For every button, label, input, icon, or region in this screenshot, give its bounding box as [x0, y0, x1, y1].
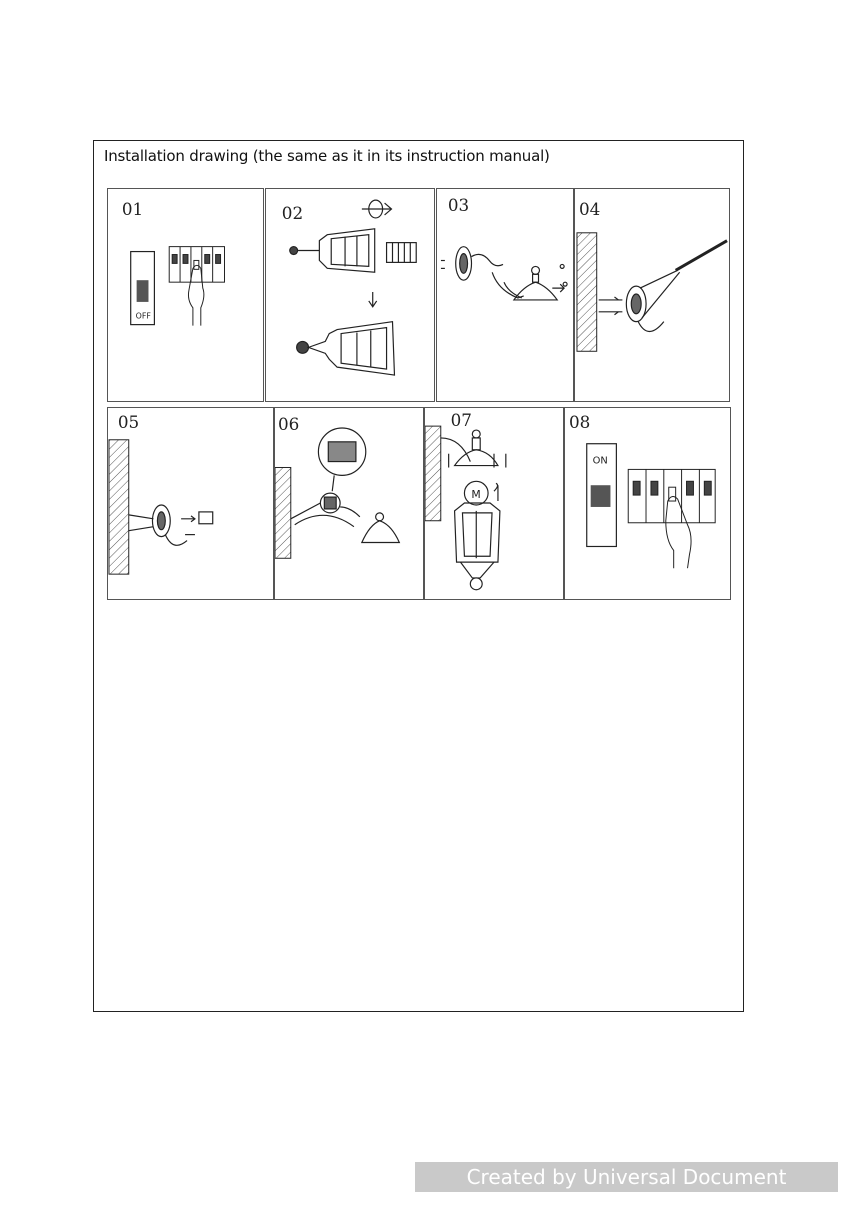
- step-06-panel: [274, 407, 424, 600]
- step-07-number: 07: [450, 410, 472, 431]
- switch-on-label: ON: [592, 455, 608, 467]
- converter-watermark: Created by Universal Document Converter: [415, 1162, 838, 1192]
- step-07-panel: [424, 407, 564, 600]
- step-01-number: 01: [121, 199, 144, 220]
- bulb-label: M: [471, 488, 481, 502]
- step-01-panel: [107, 188, 264, 402]
- step-03-number: 03: [447, 195, 470, 216]
- step-01-illustration: [108, 189, 263, 401]
- switch-off-label: OFF: [135, 311, 151, 321]
- step-05-illustration: [108, 408, 273, 599]
- step-02-illustration: [266, 189, 434, 401]
- step-05-panel: [107, 407, 274, 600]
- step-08-illustration: [565, 408, 730, 599]
- step-07-illustration: [425, 408, 563, 599]
- step-02-panel: [265, 188, 435, 402]
- step-03-illustration: [437, 189, 573, 401]
- step-08-panel: [564, 407, 731, 600]
- step-04-panel: [574, 188, 730, 402]
- step-06-number: 06: [277, 413, 300, 434]
- step-02-number: 02: [281, 202, 304, 223]
- installation-heading: Installation drawing (the same as it in its instruction manual): [104, 147, 550, 165]
- step-08-number: 08: [568, 411, 591, 432]
- step-06-illustration: [275, 408, 423, 599]
- step-03-panel: [436, 188, 574, 402]
- step-04-illustration: [575, 189, 729, 401]
- step-04-number: 04: [578, 199, 601, 220]
- step-05-number: 05: [117, 411, 140, 432]
